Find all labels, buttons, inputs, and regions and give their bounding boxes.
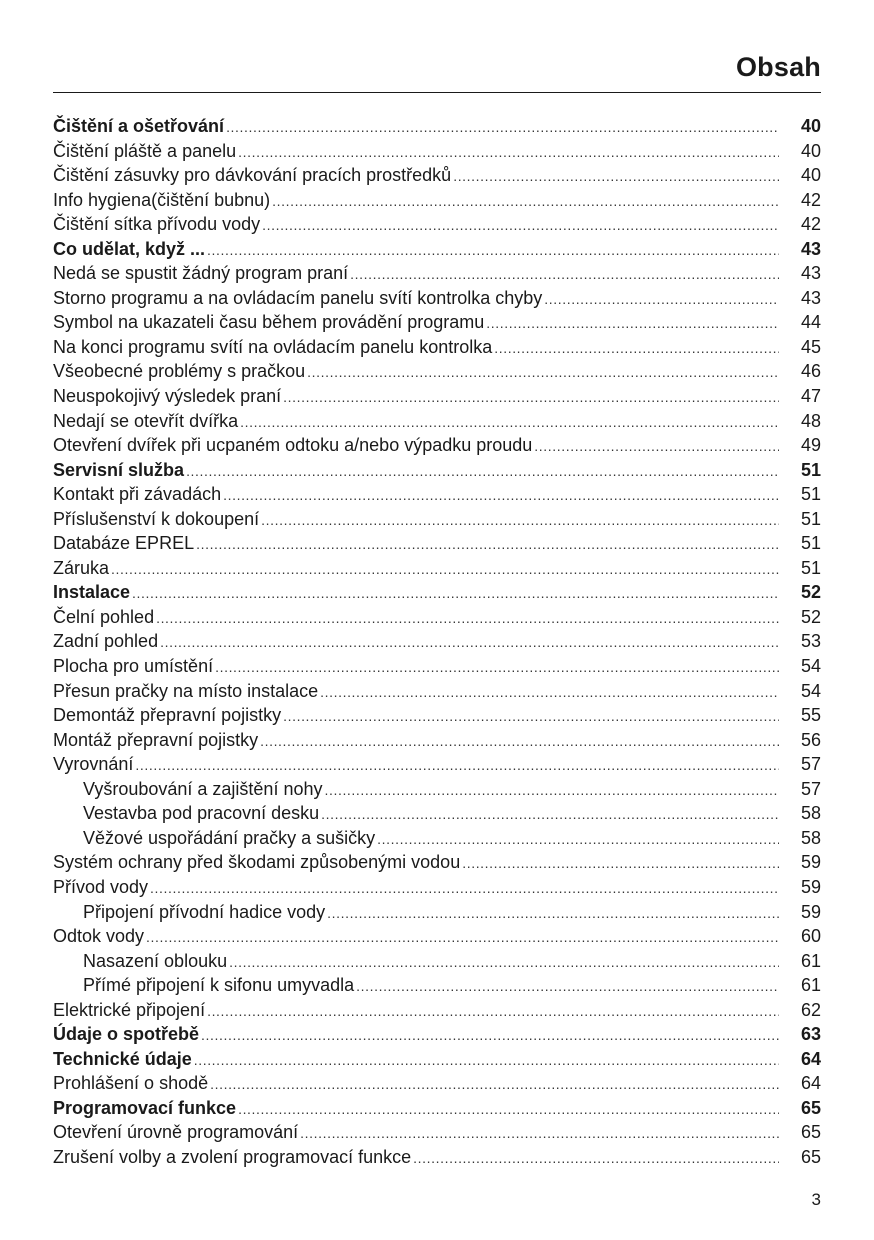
toc-entry[interactable] — [53, 163, 821, 188]
toc-entry-label: Příslušenství k dokoupení — [53, 508, 260, 529]
toc-entry-label: Otevření úrovně programování — [53, 1122, 299, 1143]
toc-entry[interactable] — [53, 1047, 821, 1072]
toc-entry[interactable] — [53, 261, 821, 286]
toc-entry-label: Vyrovnání — [53, 754, 134, 775]
toc-entry[interactable] — [53, 139, 821, 164]
toc-leader-dots — [321, 802, 779, 827]
toc-entry[interactable] — [53, 310, 821, 335]
toc-entry-page: 54 — [800, 680, 821, 701]
toc-entry-label: Servisní služba — [53, 459, 185, 480]
toc-leader-dots — [215, 655, 779, 680]
toc-entry-page: 44 — [800, 312, 821, 333]
toc-leader-dots — [210, 1072, 779, 1097]
toc-entry-page: 59 — [800, 876, 821, 897]
toc-entry-page: 42 — [800, 189, 821, 210]
toc-leader-dots — [196, 532, 779, 557]
toc-entry-page: 45 — [800, 336, 821, 357]
toc-entry-page: 49 — [800, 435, 821, 456]
page-number: 3 — [811, 1190, 821, 1209]
toc-entry[interactable] — [53, 826, 821, 851]
toc-entry[interactable] — [53, 654, 821, 679]
toc-entry[interactable] — [53, 801, 821, 826]
toc-entry-page: 46 — [800, 361, 821, 382]
toc-leader-dots — [350, 262, 779, 287]
toc-entry-label: Na konci programu svítí na ovládacím panelu kontrolka — [53, 336, 493, 357]
toc-entry[interactable] — [53, 998, 821, 1023]
toc-entry[interactable] — [53, 114, 821, 139]
toc-leader-dots — [229, 950, 779, 975]
toc-entry-page: 55 — [800, 705, 821, 726]
toc-leader-dots — [260, 729, 779, 754]
toc-entry-page: 57 — [800, 754, 821, 775]
toc-entry-label: Čištění pláště a panelu — [53, 140, 237, 161]
toc-entry-page: 64 — [800, 1048, 821, 1069]
toc-leader-dots — [300, 1121, 779, 1146]
toc-entry-page: 51 — [800, 508, 821, 529]
toc-leader-dots — [111, 557, 779, 582]
page-title: Obsah — [735, 52, 821, 82]
toc-entry-label: Věžové uspořádání pračky a sušičky — [83, 827, 376, 848]
toc-entry-label: Prohlášení o shodě — [53, 1073, 209, 1094]
toc-entry[interactable] — [53, 752, 821, 777]
toc-entry-label: Záruka — [53, 557, 110, 578]
toc-entry[interactable] — [53, 531, 821, 556]
toc-leader-dots — [201, 1023, 779, 1048]
toc-entry-page: 51 — [800, 557, 821, 578]
toc-entry[interactable] — [53, 1071, 821, 1096]
toc-leader-dots — [486, 311, 779, 336]
toc-leader-dots — [544, 287, 779, 312]
toc-entry[interactable] — [53, 728, 821, 753]
toc-entry-label: Nedají se otevřít dvířka — [53, 410, 239, 431]
toc-entry[interactable] — [53, 286, 821, 311]
toc-entry-page: 62 — [800, 999, 821, 1020]
toc-entry-page: 47 — [800, 386, 821, 407]
toc-entry-label: Čištění a ošetřování — [53, 116, 225, 136]
toc-entry-page: 64 — [800, 1073, 821, 1094]
toc-leader-dots — [223, 483, 779, 508]
toc-entry-label: Odtok vody — [53, 926, 145, 947]
toc-entry-label: Programovací funkce — [53, 1097, 237, 1118]
toc-leader-dots — [132, 581, 779, 606]
toc-entry-page: 65 — [800, 1097, 821, 1118]
toc-leader-dots — [238, 1097, 779, 1122]
toc-entry-page: 65 — [800, 1122, 821, 1143]
toc-entry-label: Info hygiena(čištění bubnu) — [53, 189, 271, 210]
toc-entry[interactable] — [53, 556, 821, 581]
toc-entry-label: Otevření dvířek při ucpaném odtoku a/nebo výpadku proudu — [53, 435, 533, 456]
toc-leader-dots — [261, 508, 779, 533]
toc-entry-label: Vestavba pod pracovní desku — [83, 803, 320, 824]
toc-entry[interactable] — [53, 188, 821, 213]
toc-entry-label: Připojení přívodní hadice vody — [83, 901, 326, 922]
toc-entry[interactable] — [53, 703, 821, 728]
toc-entry-page: 42 — [800, 214, 821, 235]
toc-entry[interactable] — [53, 850, 821, 875]
toc-entry[interactable] — [53, 605, 821, 630]
toc-entry[interactable] — [53, 237, 821, 262]
toc-entry[interactable] — [53, 409, 821, 434]
toc-entry-label: Nedá se spustit žádný program praní — [53, 263, 349, 284]
toc-leader-dots — [283, 385, 779, 410]
toc-entry[interactable] — [53, 359, 821, 384]
toc-leader-dots — [413, 1146, 779, 1171]
toc-entry-page: 40 — [800, 140, 821, 161]
toc-leader-dots — [150, 876, 779, 901]
toc-entry-page: 43 — [800, 238, 821, 259]
toc-entry-page: 52 — [800, 582, 821, 603]
toc-entry-page: 57 — [800, 778, 821, 799]
toc-entry-label: Čištění zásuvky pro dávkování pracích prostředků — [53, 165, 452, 186]
toc-leader-dots — [160, 630, 779, 655]
toc-leader-dots — [226, 115, 779, 140]
toc-entry-page: 61 — [800, 950, 821, 971]
toc-leader-dots — [494, 336, 779, 361]
toc-entry-page: 58 — [800, 827, 821, 848]
toc-entry-label: Přímé připojení k sifonu umyvadla — [83, 975, 355, 996]
toc-leader-dots — [462, 851, 779, 876]
toc-entry-page: 51 — [800, 533, 821, 554]
toc-entry[interactable] — [53, 1022, 821, 1047]
toc-entry[interactable] — [53, 629, 821, 654]
toc-entry-label: Přívod vody — [53, 876, 149, 897]
toc-entry[interactable] — [53, 949, 821, 974]
toc-entry[interactable] — [53, 1145, 821, 1170]
toc-entry-label: Nasazení oblouku — [83, 950, 228, 971]
toc-entry[interactable] — [53, 679, 821, 704]
toc-entry-label: Údaje o spotřebě — [53, 1024, 200, 1045]
toc-entry-page: 51 — [800, 459, 821, 480]
toc-entry-label: Databáze EPREL — [53, 533, 195, 554]
toc-entry-label: Kontakt při závadách — [53, 484, 222, 505]
toc-leader-dots — [146, 925, 779, 950]
toc-entry[interactable] — [53, 580, 821, 605]
toc-entry-label: Plocha pro umístění — [53, 656, 214, 677]
toc-entry-label: Přesun pračky na místo instalace — [53, 680, 319, 701]
toc-entry[interactable] — [53, 875, 821, 900]
toc-entry-page: 40 — [800, 165, 821, 186]
toc-entry[interactable] — [53, 433, 821, 458]
toc-entry-page: 58 — [800, 803, 821, 824]
toc-leader-dots — [207, 238, 779, 263]
toc-entry[interactable] — [53, 384, 821, 409]
toc-entry-label: Čelní pohled — [53, 606, 155, 627]
toc-entry-label: Storno programu a na ovládacím panelu svítí kontrolka chyby — [53, 287, 543, 308]
toc-entry-page: 43 — [800, 263, 821, 284]
toc-entry-label: Elektrické připojení — [53, 999, 206, 1020]
toc-entry-page: 59 — [800, 852, 821, 873]
toc-entry-page: 65 — [800, 1146, 821, 1167]
toc-entry-label: Neuspokojivý výsledek praní — [53, 386, 282, 407]
toc-entry-label: Čištění sítka přívodu vody — [53, 214, 261, 235]
toc-entry[interactable] — [53, 212, 821, 237]
toc-entry-label: Instalace — [53, 582, 131, 603]
toc-entry[interactable] — [53, 924, 821, 949]
toc-leader-dots — [156, 606, 779, 631]
toc-entry-label: Co udělat, když ... — [53, 238, 206, 259]
toc-entry[interactable] — [53, 900, 821, 925]
toc-entry-page: 40 — [800, 116, 821, 136]
toc-entry-label: Systém ochrany před škodami způsobenými vodou — [53, 852, 461, 873]
toc-leader-dots — [307, 360, 779, 385]
toc-entry-page: 43 — [800, 287, 821, 308]
toc-entry-page: 61 — [800, 975, 821, 996]
toc-entry[interactable] — [53, 335, 821, 360]
toc-entry-page: 48 — [800, 410, 821, 431]
toc-entry[interactable] — [53, 1096, 821, 1121]
toc-entry-page: 51 — [800, 484, 821, 505]
toc-leader-dots — [377, 827, 779, 852]
toc-leader-dots — [207, 999, 779, 1024]
toc-entry-label: Symbol na ukazateli času během provádění programu — [53, 312, 485, 333]
toc-entry-label: Zrušení volby a zvolení programovací funkce — [53, 1146, 412, 1167]
toc-leader-dots — [135, 753, 779, 778]
title-divider — [53, 92, 821, 93]
toc-entry-page: 60 — [800, 926, 821, 947]
toc-leader-dots — [453, 164, 779, 189]
toc-entry-page: 59 — [800, 901, 821, 922]
toc-entry[interactable] — [53, 1120, 821, 1145]
toc-leader-dots — [238, 140, 779, 165]
toc-leader-dots — [534, 434, 779, 459]
toc-entry[interactable] — [53, 777, 821, 802]
toc-entry-page: 63 — [800, 1024, 821, 1045]
table-of-contents — [53, 114, 821, 1170]
toc-entry-label: Demontáž přepravní pojistky — [53, 705, 282, 726]
toc-entry[interactable] — [53, 973, 821, 998]
toc-entry[interactable] — [53, 507, 821, 532]
toc-leader-dots — [194, 1048, 779, 1073]
toc-entry-label: Montáž přepravní pojistky — [53, 729, 259, 750]
toc-entry-page: 56 — [800, 729, 821, 750]
toc-leader-dots — [186, 459, 779, 484]
toc-leader-dots — [324, 778, 779, 803]
toc-entry-label: Zadní pohled — [53, 631, 159, 652]
toc-leader-dots — [283, 704, 779, 729]
toc-entry-label: Vyšroubování a zajištění nohy — [83, 778, 323, 799]
toc-leader-dots — [356, 974, 779, 999]
toc-leader-dots — [320, 680, 779, 705]
toc-entry-label: Technické údaje — [53, 1048, 192, 1069]
toc-leader-dots — [327, 901, 779, 926]
toc-entry-label: Všeobecné problémy s pračkou — [53, 361, 306, 382]
toc-leader-dots — [240, 410, 779, 435]
toc-entry[interactable] — [53, 458, 821, 483]
toc-leader-dots — [272, 189, 779, 214]
toc-entry-page: 52 — [800, 606, 821, 627]
toc-leader-dots — [262, 213, 779, 238]
toc-entry-page: 54 — [800, 656, 821, 677]
toc-entry-page: 53 — [800, 631, 821, 652]
toc-entry[interactable] — [53, 482, 821, 507]
